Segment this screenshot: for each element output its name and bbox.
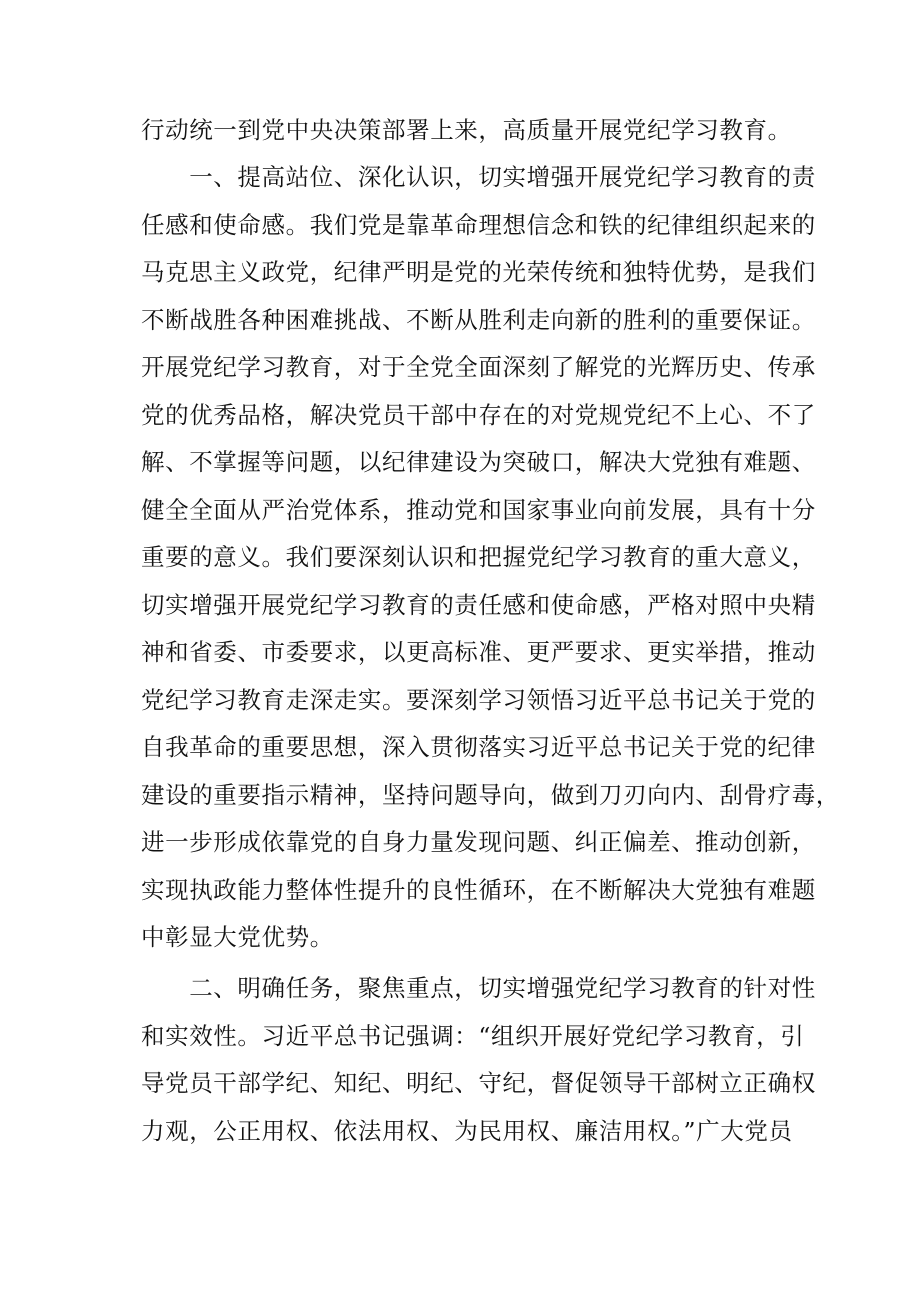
paragraph-section-one — [141, 154, 840, 962]
text-line: 行动统一到党中央决策部署上来，高质量开展党纪学习教育。 — [141, 116, 792, 144]
text-line: 健全全面从严治党体系，推动党和国家事业向前发展，具有十分 — [141, 495, 816, 524]
text-line: 开展党纪学习教育，对于全党全面深刻了解党的光辉历史、传承 — [141, 353, 816, 381]
text-line: 党纪学习教育走深走实。要深刻学习领悟习近平总书记关于党的 — [141, 685, 816, 714]
text-line: 神和省委、市委要求，以更高标准、更严要求、更实举措，推动 — [141, 638, 816, 666]
text-line: 实现执政能力整体性提升的良性循环，在不断解决大党独有难题 — [141, 875, 816, 904]
text-line: 进一步形成依靠党的自身力量发现问题、纠正偏差、推动创新， — [141, 828, 816, 856]
text-line: 重要的意义。我们要深刻认识和把握党纪学习教育的重大意义， — [141, 543, 816, 571]
text-line: 解、不掌握等问题，以纪律建设为突破口，解决大党独有难题、 — [141, 448, 816, 476]
text-line: 切实增强开展党纪学习教育的责任感和使命感，严格对照中央精 — [141, 590, 816, 619]
text-line: 导党员干部学纪、知纪、明纪、守纪，督促领导干部树立正确权 — [141, 1069, 816, 1097]
text-line: 任感和使命感。我们党是靠革命理想信念和铁的纪律组织起来的 — [141, 210, 816, 239]
text-line: 二、明确任务，聚焦重点，切实增强党纪学习教育的针对性 — [141, 974, 816, 1002]
text-line: 一、提高站位、深化认识，切实增强开展党纪学习教育的责 — [141, 163, 816, 191]
text-line: 建设的重要指示精神，坚持问题导向，做到刀刃向内、刮骨疗毒， — [141, 780, 840, 809]
paragraph-continuation — [141, 107, 792, 155]
text-line: 党的优秀品格，解决党员干部中存在的对党规党纪不上心、不了 — [141, 400, 816, 429]
text-line: 力观，公正用权、依法用权、为民用权、廉洁用权。”广大党员 — [141, 1116, 793, 1145]
text-line: 和实效性。习近平总书记强调：“组织开展好党纪学习教育，引 — [141, 1021, 805, 1050]
text-line: 不断战胜各种困难挑战、不断从胜利走向新的胜利的重要保证。 — [141, 305, 816, 334]
text-line: 自我革命的重要思想，深入贯彻落实习近平总书记关于党的纪律 — [141, 733, 816, 761]
paragraph-section-two — [141, 965, 816, 1155]
text-line: 马克思主义政党，纪律严明是党的光荣传统和独特优势，是我们 — [141, 258, 816, 286]
text-line: 中彰显大党优势。 — [141, 923, 334, 951]
